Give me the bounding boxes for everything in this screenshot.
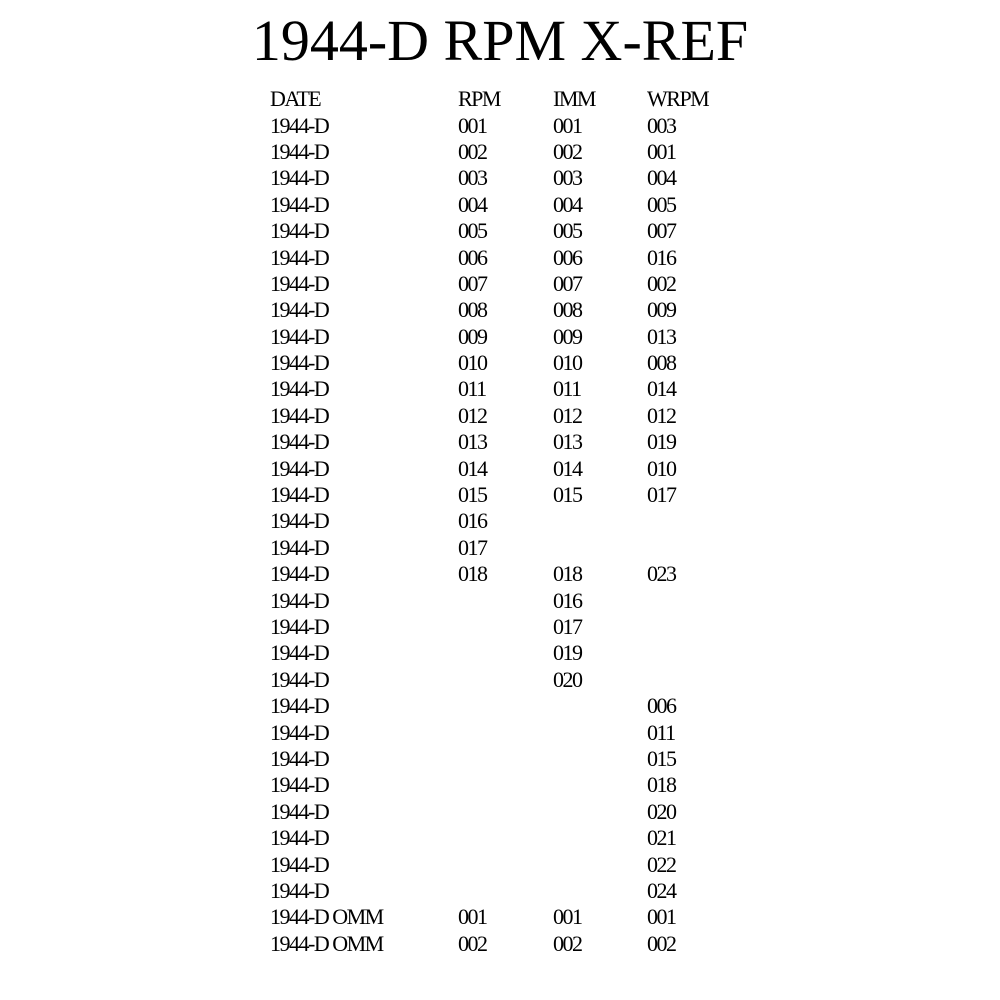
page-title: 1944-D RPM X-REF <box>251 8 749 73</box>
cell-date: 1944-D <box>270 376 329 402</box>
cell-date: 1944-D <box>270 561 329 587</box>
table-row <box>270 297 727 323</box>
table-row <box>270 165 727 191</box>
table-row <box>270 192 727 218</box>
cell-imm: 001 <box>553 112 582 138</box>
cell-date: 1944-D <box>270 587 329 613</box>
cell-wrpm <box>647 614 727 640</box>
cell-rpm: 005 <box>458 218 487 244</box>
cell-imm: 010 <box>553 350 582 376</box>
cell-imm <box>553 878 647 904</box>
cell-imm: 016 <box>553 587 582 613</box>
cell-date: 1944-D <box>270 693 329 719</box>
cell-date: 1944-D <box>270 112 329 138</box>
table-row <box>270 403 727 429</box>
table-row <box>270 719 727 745</box>
cell-rpm: 017 <box>458 534 487 560</box>
cell-rpm: 012 <box>458 402 487 428</box>
cell-wrpm: 005 <box>647 191 676 217</box>
cell-rpm: 002 <box>458 930 487 956</box>
cell-imm: 015 <box>553 482 582 508</box>
table-row <box>270 772 727 798</box>
cell-date: 1944-D OMM <box>270 904 383 930</box>
cell-wrpm <box>647 640 727 666</box>
table-row <box>270 482 727 508</box>
cell-date: 1944-D <box>270 482 329 508</box>
cell-date: 1944-D <box>270 165 329 191</box>
cell-wrpm: 024 <box>647 877 676 903</box>
table-row <box>270 667 727 693</box>
header-row <box>270 86 727 112</box>
cell-imm <box>553 508 647 534</box>
table-body <box>270 112 727 957</box>
table-row <box>270 825 727 851</box>
cell-date: 1944-D <box>270 745 329 771</box>
cell-wrpm: 018 <box>647 772 676 798</box>
cell-imm <box>553 535 647 561</box>
cell-wrpm: 002 <box>647 270 676 296</box>
cell-wrpm: 014 <box>647 376 676 402</box>
cell-wrpm: 023 <box>647 561 676 587</box>
cell-rpm: 001 <box>458 904 487 930</box>
cell-date: 1944-D <box>270 534 329 560</box>
cell-imm <box>553 693 647 719</box>
table-header <box>270 86 727 112</box>
cell-rpm <box>458 799 553 825</box>
cell-wrpm: 016 <box>647 244 676 270</box>
cell-imm <box>553 746 647 772</box>
cell-rpm <box>458 693 553 719</box>
cell-rpm <box>458 746 553 772</box>
table-row <box>270 904 727 930</box>
cell-imm: 017 <box>553 614 582 639</box>
cell-imm: 002 <box>553 930 582 956</box>
cell-wrpm: 007 <box>647 218 676 244</box>
cell-rpm: 001 <box>458 112 487 138</box>
cell-rpm: 015 <box>458 482 487 508</box>
cell-wrpm: 011 <box>647 719 675 745</box>
table-row <box>270 693 727 719</box>
cell-date: 1944-D <box>270 508 329 534</box>
cell-date: 1944-D <box>270 825 329 851</box>
cell-wrpm: 017 <box>647 482 676 508</box>
cell-date: 1944-D <box>270 297 329 323</box>
cell-wrpm: 022 <box>647 851 676 877</box>
cell-wrpm: 001 <box>647 138 676 164</box>
cell-date: 1944-D <box>270 138 329 164</box>
cell-imm: 020 <box>553 666 582 692</box>
cell-rpm <box>458 640 553 666</box>
cell-imm: 019 <box>553 640 582 666</box>
table-row <box>270 640 727 666</box>
cell-wrpm <box>647 667 727 693</box>
cell-date: 1944-D <box>270 350 329 376</box>
cell-date: 1944-D <box>270 455 329 481</box>
table-row <box>270 931 727 957</box>
cell-rpm: 003 <box>458 165 487 191</box>
table-row <box>270 455 727 481</box>
cell-rpm: 013 <box>458 429 487 455</box>
cell-date: 1944-D <box>270 323 329 349</box>
cell-rpm: 016 <box>458 508 487 534</box>
cell-date: 1944-D OMM <box>270 930 383 956</box>
cell-wrpm: 002 <box>647 930 676 956</box>
cell-wrpm: 013 <box>647 323 676 349</box>
cell-rpm <box>458 667 553 693</box>
table-row <box>270 112 727 138</box>
cell-imm <box>553 719 647 745</box>
cell-wrpm: 010 <box>647 455 676 481</box>
cell-imm: 005 <box>553 218 582 244</box>
cell-wrpm: 019 <box>647 429 676 455</box>
cell-date: 1944-D <box>270 666 329 692</box>
cell-rpm <box>458 587 553 613</box>
cell-imm: 007 <box>553 270 582 296</box>
cell-wrpm: 012 <box>647 402 676 428</box>
cell-date: 1944-D <box>270 640 329 666</box>
cell-imm: 004 <box>553 191 582 217</box>
cell-rpm: 007 <box>458 270 487 296</box>
cell-rpm: 014 <box>458 455 487 481</box>
cell-rpm: 011 <box>458 376 486 402</box>
table-row <box>270 561 727 587</box>
cell-rpm <box>458 825 553 851</box>
cell-imm: 011 <box>553 376 581 402</box>
cell-date: 1944-D <box>270 244 329 270</box>
table-row <box>270 244 727 270</box>
cell-wrpm: 003 <box>647 112 676 138</box>
column-header-imm: IMM <box>553 86 595 112</box>
cell-rpm <box>458 614 553 640</box>
cell-date: 1944-D <box>270 798 329 824</box>
cell-wrpm: 015 <box>647 745 676 771</box>
cell-imm: 012 <box>553 402 582 428</box>
cell-wrpm <box>647 587 727 613</box>
cell-imm: 013 <box>553 429 582 455</box>
cell-imm: 009 <box>553 323 582 349</box>
cell-date: 1944-D <box>270 270 329 296</box>
cell-date: 1944-D <box>270 851 329 877</box>
table-row <box>270 799 727 825</box>
column-header-date: DATE <box>270 86 321 112</box>
cell-wrpm <box>647 508 727 534</box>
cell-wrpm: 009 <box>647 297 676 323</box>
cell-wrpm: 021 <box>647 825 676 851</box>
cell-date: 1944-D <box>270 877 329 903</box>
cell-rpm: 006 <box>458 244 487 270</box>
cell-date: 1944-D <box>270 614 329 639</box>
cell-wrpm: 004 <box>647 165 676 191</box>
cell-rpm <box>458 772 553 798</box>
cell-imm: 003 <box>553 165 582 191</box>
cell-wrpm: 006 <box>647 693 676 719</box>
xref-table <box>270 86 727 957</box>
column-header-wrpm: WRPM <box>647 86 709 112</box>
cell-imm <box>553 799 647 825</box>
cell-imm: 002 <box>553 138 582 164</box>
table-row <box>270 587 727 613</box>
cell-rpm: 010 <box>458 350 487 376</box>
cell-rpm: 004 <box>458 191 487 217</box>
cell-rpm <box>458 851 553 877</box>
table-row <box>270 350 727 376</box>
cell-rpm: 002 <box>458 138 487 164</box>
table-row <box>270 508 727 534</box>
cell-date: 1944-D <box>270 719 329 745</box>
cell-imm: 018 <box>553 561 582 587</box>
table-row <box>270 218 727 244</box>
cell-imm: 014 <box>553 455 582 481</box>
cell-rpm <box>458 878 553 904</box>
cell-rpm: 018 <box>458 561 487 587</box>
cell-wrpm <box>647 535 727 561</box>
table-row <box>270 271 727 297</box>
cell-wrpm: 020 <box>647 798 676 824</box>
table-row <box>270 746 727 772</box>
cell-wrpm: 008 <box>647 350 676 376</box>
column-header-rpm: RPM <box>458 86 500 112</box>
table-row <box>270 139 727 165</box>
table-row <box>270 324 727 350</box>
cell-wrpm: 001 <box>647 904 676 930</box>
cell-rpm: 009 <box>458 323 487 349</box>
cell-rpm <box>458 719 553 745</box>
cell-imm <box>553 772 647 798</box>
table-row <box>270 614 727 640</box>
cell-rpm: 008 <box>458 297 487 323</box>
cell-imm <box>553 825 647 851</box>
cell-date: 1944-D <box>270 191 329 217</box>
table-row <box>270 878 727 904</box>
table-row <box>270 535 727 561</box>
cell-imm <box>553 851 647 877</box>
cell-imm: 006 <box>553 244 582 270</box>
cell-imm: 008 <box>553 297 582 323</box>
table-row <box>270 851 727 877</box>
cell-date: 1944-D <box>270 772 329 798</box>
cell-date: 1944-D <box>270 429 329 455</box>
cell-date: 1944-D <box>270 402 329 428</box>
table-row <box>270 376 727 402</box>
table-row <box>270 429 727 455</box>
cell-date: 1944-D <box>270 218 329 244</box>
cell-imm: 001 <box>553 904 582 930</box>
